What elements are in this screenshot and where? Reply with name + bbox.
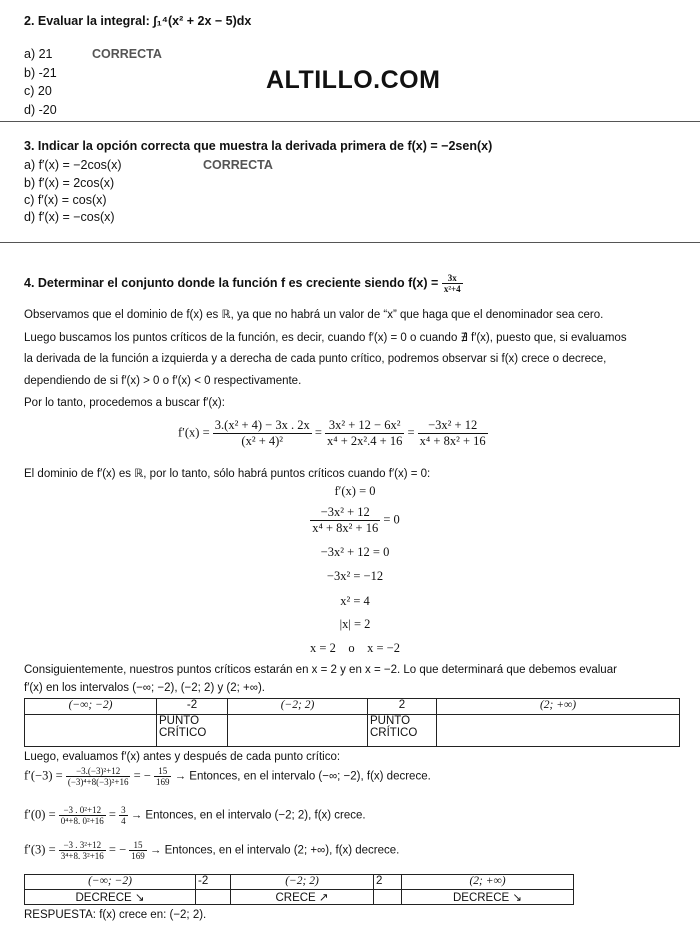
step-2-num: −3x² + 12 — [310, 505, 380, 521]
eval-3-rnum: 15 — [129, 840, 147, 851]
step-1: f′(x) = 0 — [334, 484, 376, 498]
deriv-f3-num: −3x² + 12 — [418, 418, 488, 434]
brand-watermark: ALTILLO.COM — [266, 66, 441, 94]
eval-1-fraction — [66, 766, 131, 787]
eval-1-text: → Entonces, en el intervalo (−∞; −2), f(x) decrece. — [174, 770, 431, 783]
eval-1-den: (−3)⁴+8(−3)²+16 — [67, 777, 129, 787]
q4-para6: El dominio de f′(x) es ℝ, por lo tanto, sólo habrá puntos críticos cuando f′(x) = 0: — [24, 468, 431, 480]
q3-title: 3. Indicar la opción correcta que muestra la derivada primera de f(x) = −2sen(x) — [24, 139, 493, 153]
deriv-f1-num: 3.(x² + 4) − 3x . 2x — [214, 418, 310, 432]
deriv-fraction-1 — [213, 418, 312, 449]
eval-3-text: → Entonces, en el intervalo (2; +∞), f(x) decrece. — [149, 844, 400, 857]
q4-title-text: 4. Determinar el conjunto donde la función f es creciente siendo f(x) = — [24, 275, 439, 290]
table2-cell: DECRECE ↘ — [25, 890, 196, 905]
table1-cell — [25, 715, 157, 747]
step-2 — [250, 505, 460, 536]
deriv-lhs: f′(x) = — [178, 425, 210, 440]
deriv-f2-den: x⁴ + 2x².4 + 16 — [327, 434, 403, 448]
table1-header: (2; +∞) — [437, 699, 680, 715]
derivative-equation: f′(x) = $\frac{\text{3.(x² + 4) − 3x . 2x}}{\text{(x² + 4)²}}$ = $\frac{\text{3x² + 12 − 6x²}}{\text{x⁴ + 2x².4 + 16}}$ = $\frac{\text{−3x² + 12}}{\text{x⁴ + 8x² + 16}}$ — [178, 418, 486, 448]
q4-para9: Luego, evaluamos f′(x) antes y después de cada punto crítico: — [24, 751, 341, 763]
eval-2-lhs: f′(0) = — [24, 807, 56, 822]
eval-3 — [24, 840, 399, 861]
deriv-f2-num: 3x² + 12 − 6x² — [325, 418, 404, 434]
q4-para8: f′(x) en los intervalos (−∞; −2), (−2; 2) y (2; +∞). — [24, 682, 265, 694]
eval-1-rnum: 15 — [154, 766, 172, 777]
answer: RESPUESTA: f(x) crece en: (−2; 2). — [24, 909, 207, 921]
table1-cell — [437, 715, 680, 747]
eval-3-mid: = − — [108, 842, 127, 857]
table2-header: (2; +∞) — [402, 875, 574, 890]
q4-title-num: 3x — [442, 273, 463, 284]
step-3: −3x² + 12 = 0 — [320, 545, 390, 559]
step-5: x² = 4 — [340, 594, 370, 608]
eval-2-rnum: 3 — [121, 805, 126, 815]
table1-header: (−∞; −2) — [25, 699, 157, 715]
eval-1-mid: = − — [133, 768, 151, 783]
table1-cell — [228, 715, 368, 747]
table1-cell: PUNTO CRÍTICO — [368, 715, 437, 747]
q3-option-d: d) f′(x) = −cos(x) — [24, 210, 115, 224]
eval-1-rden: 169 — [155, 777, 170, 787]
eval-3-fraction — [59, 840, 106, 861]
eval-3-den: 3⁴+8. 3²+16 — [60, 851, 104, 861]
divider — [0, 242, 700, 243]
eval-2-num: −3 . 0²+12 — [59, 805, 106, 816]
eval-2-den: 0⁴+8. 0²+16 — [60, 816, 104, 826]
divider — [0, 121, 700, 122]
q3-correct-label: CORRECTA — [203, 158, 273, 172]
q2-option-c: c) 20 — [24, 84, 52, 98]
q2-title: 2. Evaluar la integral: ∫₁⁴(x² + 2x − 5)dx — [24, 14, 252, 28]
eval-3-num: −3 . 3²+12 — [59, 840, 106, 851]
table2-header: 2 — [374, 875, 402, 890]
eval-2-text: → Entonces, en el intervalo (−2; 2), f(x) crece. — [130, 809, 366, 822]
eval-1 — [24, 766, 431, 787]
table1-header: (−2; 2) — [228, 699, 368, 715]
step-7: x = 2 o x = −2 — [310, 641, 400, 655]
table2-header: (−2; 2) — [231, 875, 374, 890]
table2-header: (−∞; −2) — [25, 875, 196, 890]
eval-2-result — [119, 805, 128, 826]
q2-option-d: d) -20 — [24, 103, 57, 117]
deriv-f3-den: x⁴ + 8x² + 16 — [419, 434, 486, 448]
q2-option-b: b) -21 — [24, 66, 57, 80]
q4-title-fraction — [442, 273, 463, 294]
eval-3-lhs: f′(3) = — [24, 842, 56, 857]
q4-para1: Observamos que el dominio de f(x) es ℝ, ya que no habrá un valor de “x” que haga que el denominador sea cero. — [24, 309, 604, 321]
table2-cell: CRECE ↗ — [231, 890, 374, 905]
eval-1-lhs: f′(−3) = — [24, 768, 63, 783]
table1-header: 2 — [368, 699, 437, 715]
q4-para7: Consiguientemente, nuestros puntos críticos estarán en x = 2 y en x = −2. Lo que determinará que debemos evaluar — [24, 664, 617, 676]
table2-header: -2 — [196, 875, 231, 890]
eval-3-result — [129, 840, 147, 861]
table1-cell: PUNTO CRÍTICO — [157, 715, 228, 747]
q4-title — [24, 273, 463, 294]
table2-cell — [374, 890, 402, 905]
q4-title-den: x²+4 — [443, 284, 461, 294]
eval-2-fraction — [59, 805, 106, 826]
step-4: −3x² = −12 — [326, 569, 384, 583]
deriv-fraction-2 — [325, 418, 404, 449]
eval-2-rden: 4 — [121, 816, 126, 826]
q4-para3: la derivada de la función a izquierda y a derecha de cada punto crítico, podremos observar si f(x) crece o decrece, — [24, 353, 607, 365]
monotonicity-table — [24, 874, 574, 905]
q4-para4: dependiendo de si f′(x) > 0 o f′(x) < 0 respectivamente. — [24, 375, 302, 387]
q4-para2: Luego buscamos los puntos críticos de la función, es decir, cuando f′(x) = 0 o cuando ∄ f′(x), puesto que, si evaluamos — [24, 332, 627, 344]
eval-3-rden: 169 — [131, 851, 145, 861]
q4-para5: Por lo tanto, procedemos a buscar f′(x): — [24, 397, 225, 409]
step-2-rhs: = 0 — [383, 512, 400, 527]
deriv-f1-den: (x² + 4)² — [241, 434, 284, 448]
q3-option-a: a) f′(x) = −2cos(x) — [24, 158, 122, 172]
eval-1-num: −3.(−3)²+12 — [66, 766, 131, 777]
table2-cell: DECRECE ↘ — [402, 890, 574, 905]
q3-option-c: c) f′(x) = cos(x) — [24, 193, 107, 207]
eval-1-result — [154, 766, 172, 787]
eval-2-mid: = — [108, 807, 116, 822]
step-2-den: x⁴ + 8x² + 16 — [312, 521, 379, 535]
q2-correct-label: CORRECTA — [92, 47, 162, 61]
q2-option-a: a) 21 — [24, 47, 53, 61]
eval-2 — [24, 805, 366, 826]
step-2-fraction — [310, 505, 380, 536]
q3-option-b: b) f′(x) = 2cos(x) — [24, 176, 115, 190]
table1-header: -2 — [157, 699, 228, 715]
step-6: |x| = 2 — [339, 617, 371, 631]
deriv-fraction-3 — [418, 418, 488, 449]
table2-cell — [196, 890, 231, 905]
critical-points-table — [24, 698, 680, 747]
